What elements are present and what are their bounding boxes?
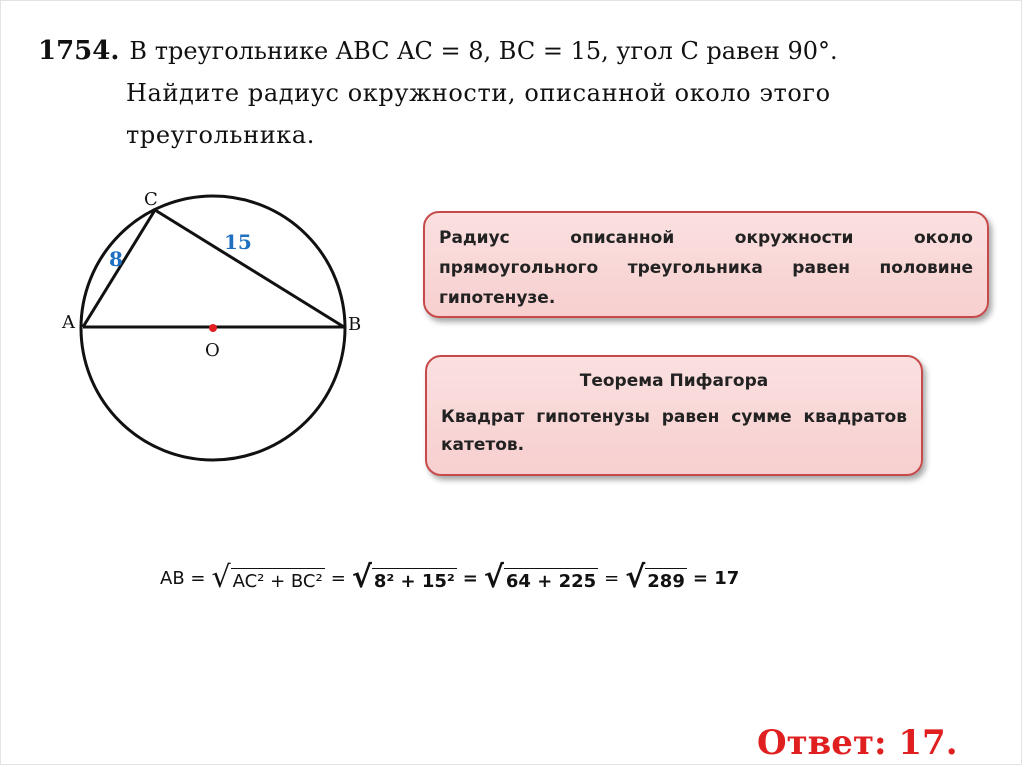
label-a: A <box>62 312 75 333</box>
side-bc <box>155 210 344 327</box>
radius-rule-text: Радиус описанной окружности около прямоугольного треугольника равен половине гипотенузе. <box>439 228 973 308</box>
formula-eq-3: = <box>604 567 620 589</box>
label-o: O <box>205 340 220 361</box>
formula-term-4: 289 <box>645 568 687 593</box>
sqrt-icon: √ <box>351 560 372 595</box>
formula-term-1: AC² + BC² <box>231 568 325 593</box>
label-c: C <box>144 189 158 210</box>
formula-result: = 17 <box>692 567 740 589</box>
problem-line-2: Найдите радиус окружности, описанной около этого <box>126 79 831 107</box>
triangle-circle-diagram <box>0 0 420 480</box>
label-side-ac: 8 <box>109 247 123 271</box>
problem-number: 1754. <box>38 36 120 66</box>
calculation-formula <box>160 558 739 598</box>
pythagoras-text: Квадрат гипотенузы равен сумме квадратов катетов. <box>441 407 907 455</box>
pythagoras-box <box>425 355 923 476</box>
sqrt-4 <box>625 560 687 595</box>
answer: Ответ: 17. <box>757 723 958 763</box>
label-b: B <box>348 314 362 335</box>
pythagoras-title: Теорема Пифагора <box>579 371 769 391</box>
formula-term-3: 64 + 225 <box>504 568 598 593</box>
problem-condition: В треугольнике ABC AC = 8, BC = 15, угол C равен 90°. <box>129 37 838 65</box>
formula-eq-2: = <box>462 567 478 589</box>
formula-term-2: 8² + 15² <box>372 568 457 593</box>
sqrt-icon: √ <box>625 560 646 595</box>
formula-lhs: AB = <box>160 567 206 589</box>
sqrt-icon: √ <box>483 560 504 595</box>
sqrt-icon: √ <box>211 560 231 595</box>
radius-rule-box <box>423 211 989 318</box>
formula-eq-1: = <box>330 567 346 589</box>
sqrt-3 <box>483 560 598 595</box>
problem-line-3: треугольника. <box>126 121 316 149</box>
sqrt-2 <box>351 560 457 595</box>
label-side-bc: 15 <box>224 230 252 254</box>
center-point <box>209 324 217 332</box>
sqrt-1 <box>211 560 324 595</box>
